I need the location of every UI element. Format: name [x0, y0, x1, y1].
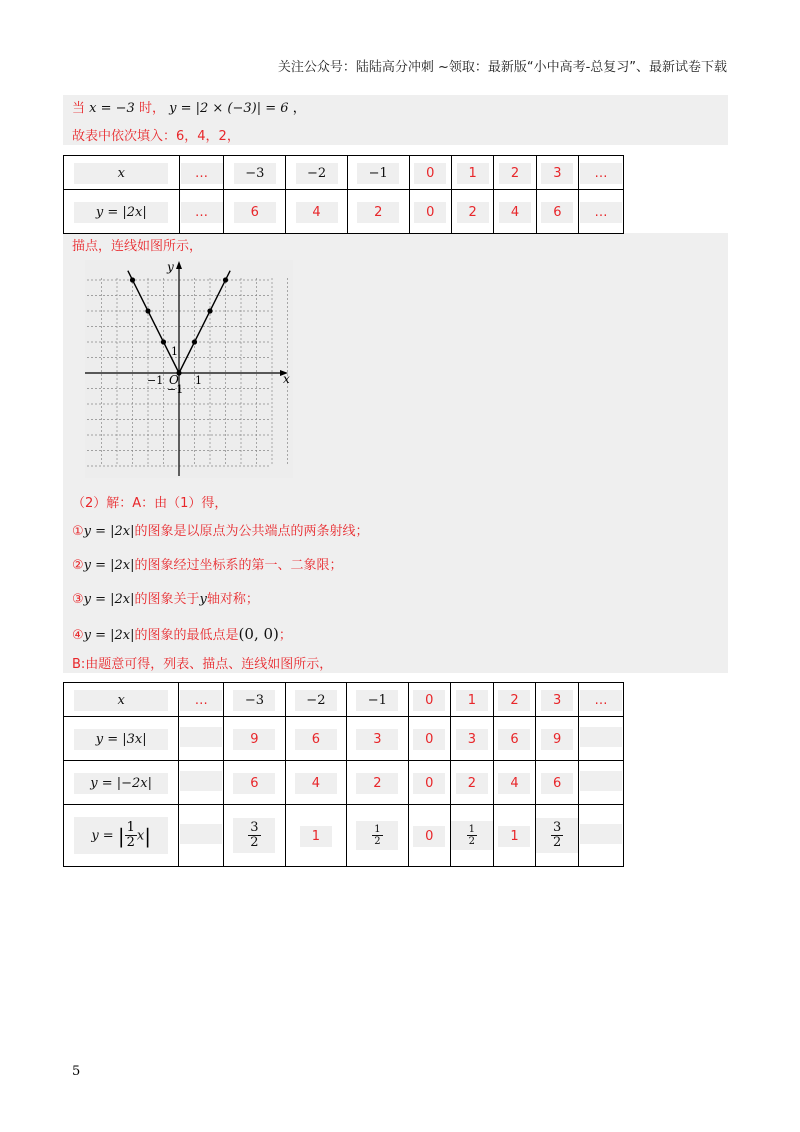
- table2-cell: 2: [456, 773, 488, 794]
- statement-expression: y = |2x|: [83, 558, 135, 573]
- table2-cell: 6: [295, 729, 337, 750]
- table1-x-cell: 0: [414, 163, 446, 184]
- table2-half-value: 1: [498, 826, 530, 847]
- table2-cell: 9: [541, 729, 573, 750]
- origin-label: O: [169, 373, 179, 387]
- statement-variable: y: [199, 592, 207, 607]
- statement-expression: y = |2x|: [83, 628, 135, 643]
- statement-number: ①: [72, 524, 84, 539]
- graph-point: [161, 339, 166, 344]
- table2-half-cell: [224, 805, 285, 867]
- grid-lines: [87, 278, 288, 466]
- table2-cell: 0: [413, 729, 445, 750]
- table2-x-cell: …: [580, 690, 622, 711]
- table2-x-cell: 1: [456, 690, 488, 711]
- graph-point: [223, 277, 228, 282]
- table2-half-value: 0: [413, 826, 445, 847]
- table2-half-cell: [347, 805, 408, 867]
- calc-prefix: 当: [72, 101, 86, 116]
- table2-half-cell: [579, 805, 624, 867]
- table2-half-value: [536, 818, 578, 854]
- value-table-1: [63, 155, 624, 234]
- table2-cell: [180, 727, 222, 747]
- graph-svg: [85, 260, 293, 478]
- table1-x-cell: …: [580, 163, 622, 184]
- part-b-line: B:由题意可得，列表、描点、连线如图所示，: [72, 657, 333, 672]
- function-graph: [85, 260, 293, 478]
- statement-text-2: 轴对称；: [206, 592, 259, 607]
- fraction: [372, 824, 382, 847]
- statement-expression: y = |2x|: [83, 524, 135, 539]
- table1-x-cell: −1: [357, 163, 399, 184]
- statement-4: [72, 625, 292, 645]
- page-header: 关注公众号：陆陆高分冲刺 ~领取：最新版“小中高考-总复习”、最新试卷下载: [277, 60, 727, 75]
- table2-cell: [180, 771, 222, 791]
- table2-half-value: [580, 824, 622, 844]
- table1-x-label: x: [74, 163, 168, 184]
- table2-cell: 6: [233, 773, 275, 794]
- table1-x-cell: 3: [541, 163, 573, 184]
- statement-3: [72, 591, 259, 609]
- y-axis-label: y: [167, 260, 174, 274]
- table2-half-row-label: [74, 817, 168, 855]
- table1-y-cell: 0: [414, 202, 446, 223]
- table1-x-cell: 1: [457, 163, 489, 184]
- fraction-denominator: 2: [552, 835, 562, 850]
- statement-text: 的图象关于: [134, 592, 200, 607]
- x-tick-neg1: −1: [147, 374, 164, 387]
- table1-y-cell: 2: [357, 202, 399, 223]
- table2-half-value: [356, 821, 398, 850]
- table2-cell: 6: [498, 729, 530, 750]
- y-tick-neg1: −1: [167, 383, 184, 396]
- table2-x-cell: 3: [541, 690, 573, 711]
- table2-cell: [580, 771, 622, 791]
- table2-cell: 9: [233, 729, 275, 750]
- fraction-numerator: 1: [126, 819, 135, 835]
- x-tick-1: 1: [195, 374, 202, 387]
- graph-point: [145, 308, 150, 313]
- table2-cell: 4: [498, 773, 530, 794]
- calc-tail: ，: [292, 101, 306, 116]
- statement-text-2: ；: [278, 628, 292, 643]
- y-tick-1: 1: [171, 345, 178, 358]
- fraction: [467, 824, 477, 847]
- fraction-numerator: 3: [552, 819, 562, 835]
- half-label-fraction: [125, 821, 137, 851]
- table2-half-value: [451, 821, 493, 850]
- table2-cell: 3: [356, 729, 398, 750]
- table2-cell: [580, 727, 622, 747]
- calc-condition: x = −3: [89, 101, 135, 116]
- abs-bar-right: |: [144, 823, 151, 848]
- half-label-pre: y =: [91, 828, 114, 843]
- statement-text: 的图象的最低点是: [134, 628, 239, 643]
- calc-mid: 时，: [138, 101, 165, 116]
- graph-point: [192, 339, 197, 344]
- table2-x-cell: …: [180, 690, 222, 711]
- fraction-numerator: 1: [468, 824, 476, 835]
- value-table-2: [63, 682, 624, 867]
- table1-x-cell: …: [181, 163, 223, 184]
- statement-point: (0, 0): [238, 625, 279, 643]
- graph-point: [130, 277, 135, 282]
- table2-half-cell: [536, 805, 579, 867]
- table1-y-cell: …: [181, 202, 223, 223]
- part2-title: （2）解：A：由（1）得，: [72, 496, 228, 511]
- table1-y-cell: …: [580, 202, 622, 223]
- table2-half-value: [180, 824, 222, 844]
- plot-caption: 描点，连线如图所示，: [72, 239, 203, 254]
- statement-number: ③: [72, 592, 84, 607]
- fill-line: 故表中依次填入：6，4，2，: [72, 129, 240, 144]
- y-axis-arrow: [176, 261, 182, 269]
- calc-expression: y = |2 × (−3)| = 6: [169, 101, 289, 116]
- table2-cell: 2: [356, 773, 398, 794]
- table1-x-cell: −2: [296, 163, 338, 184]
- statement-text: 的图象是以原点为公共端点的两条射线；: [134, 524, 369, 539]
- table2-x-label: x: [74, 690, 168, 711]
- table1-x-cell: −3: [234, 163, 276, 184]
- statement-expression: y = |2x|: [83, 592, 135, 607]
- fraction-denominator: 2: [250, 835, 259, 850]
- table1-x-cell: 2: [499, 163, 531, 184]
- x-axis-label: x: [283, 372, 290, 386]
- table2-x-cell: 2: [498, 690, 530, 711]
- table2-cell: 3: [456, 729, 488, 750]
- fraction-numerator: 3: [250, 819, 259, 835]
- table2-row-label: y = |3x|: [74, 729, 168, 750]
- fraction-numerator: 1: [374, 824, 381, 835]
- statement-number: ④: [72, 628, 84, 643]
- table2-half-value: 1: [300, 826, 332, 847]
- table1-y-cell: 2: [457, 202, 489, 223]
- statement-1: [72, 523, 369, 541]
- table2-row-label: y = |−2x|: [74, 773, 168, 794]
- half-label-post: x: [136, 828, 145, 843]
- fraction: [248, 821, 260, 851]
- graph-point: [207, 308, 212, 313]
- table2-half-cell: [450, 805, 493, 867]
- table2-half-cell: [179, 805, 224, 867]
- table2-half-cell: [285, 805, 346, 867]
- table1-y-cell: 6: [234, 202, 276, 223]
- table2-half-value: [233, 818, 275, 854]
- statement-text: 的图象经过坐标系的第一、二象限；: [134, 558, 343, 573]
- table2-half-cell: [493, 805, 535, 867]
- table2-x-cell: −2: [295, 690, 337, 711]
- table2-x-cell: −3: [233, 690, 275, 711]
- table2-cell: 0: [413, 773, 445, 794]
- table2-x-cell: −1: [356, 690, 398, 711]
- fraction-denominator: 2: [374, 836, 381, 847]
- table1-y-cell: 6: [541, 202, 573, 223]
- page-number: 5: [72, 1064, 81, 1079]
- fraction-denominator: 2: [126, 835, 135, 850]
- fraction: [551, 821, 563, 851]
- calc-line: [72, 100, 306, 118]
- table2-cell: 4: [295, 773, 337, 794]
- table2-cell: 6: [541, 773, 573, 794]
- abs-bar-left: |: [117, 823, 125, 848]
- fraction-denominator: 2: [468, 836, 476, 847]
- table2-x-cell: 0: [413, 690, 445, 711]
- statement-2: [72, 557, 343, 575]
- table1-y-cell: 4: [296, 202, 338, 223]
- statement-number: ②: [72, 558, 84, 573]
- table2-half-cell: [408, 805, 450, 867]
- table1-y-label: y = |2x|: [74, 202, 168, 223]
- table1-y-cell: 4: [499, 202, 531, 223]
